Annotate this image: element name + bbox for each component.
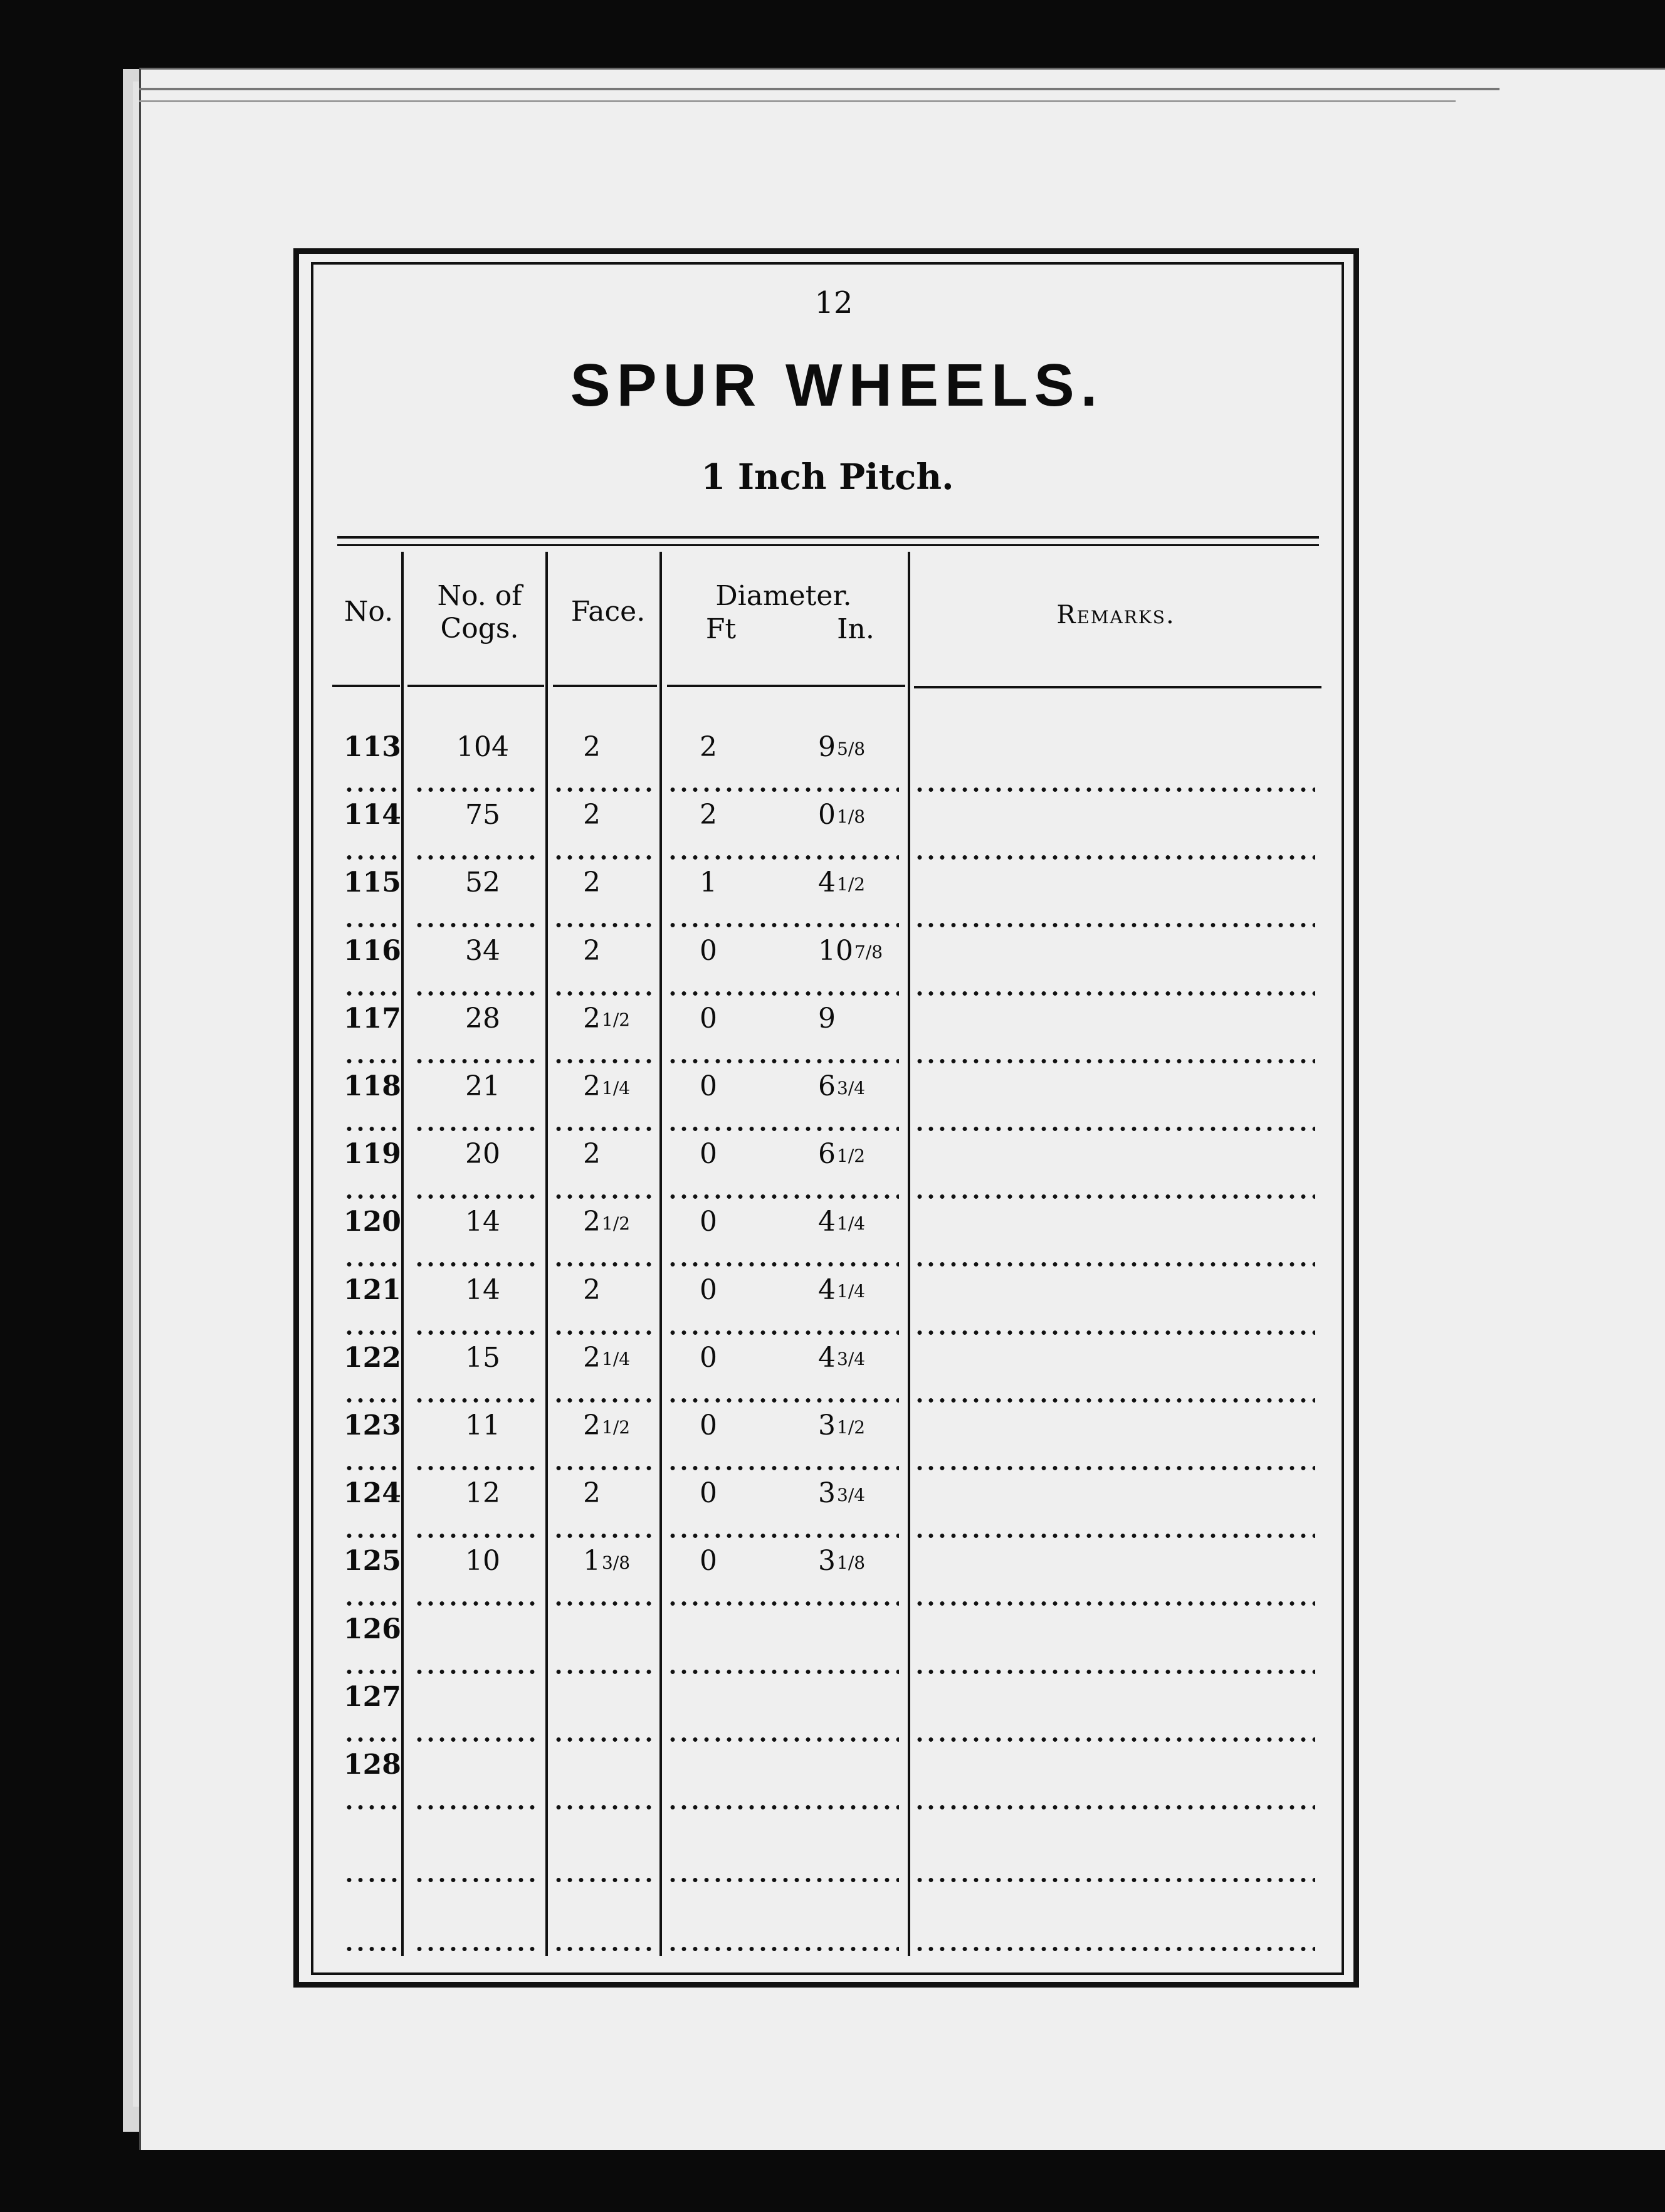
row-dotted-rule (414, 855, 539, 860)
header-diameter: Diameter. (715, 580, 852, 612)
row-diameter-ft: 0 (700, 934, 717, 967)
header-face: Face. (570, 596, 646, 628)
row-in-whole: 4 (818, 1341, 836, 1374)
row-face-fraction: 1/2 (602, 1416, 631, 1438)
row-dotted-rule (667, 1330, 899, 1335)
row-diameter-ft: 0 (700, 1341, 717, 1374)
row-dotted-rule (667, 1601, 899, 1606)
row-number: 116 (344, 934, 401, 967)
row-dotted-rule (667, 1398, 899, 1403)
page-number: 12 (814, 285, 853, 320)
row-dotted-rule (914, 1466, 1315, 1470)
row-dotted-rule (667, 787, 899, 792)
row-dotted-rule (553, 1127, 653, 1131)
row-number: 128 (344, 1749, 401, 1781)
row-diameter-ft: 0 (700, 1545, 717, 1577)
row-dotted-rule (414, 1947, 539, 1951)
row-diameter-ft: 1 (700, 866, 717, 899)
column-rule (659, 552, 662, 1956)
row-face (583, 1343, 646, 1373)
row-cogs: 20 (465, 1138, 500, 1171)
row-dotted-rule (414, 1059, 539, 1063)
row-dotted-rule (344, 1947, 399, 1951)
row-in-whole: 0 (818, 799, 836, 831)
page-top-edge (139, 88, 1500, 90)
row-dotted-rule (414, 1194, 539, 1199)
row-face-whole: 2 (583, 1273, 601, 1306)
row-dotted-rule (553, 1805, 653, 1809)
row-diameter-ft: 0 (700, 1138, 717, 1171)
row-dotted-rule (914, 1737, 1315, 1742)
column-rule (908, 552, 910, 1956)
row-face (583, 1411, 646, 1441)
row-diameter-in (818, 1343, 906, 1373)
row-dotted-rule (414, 1330, 539, 1335)
row-in-fraction: 1/4 (837, 1213, 866, 1234)
row-in-fraction: 3/4 (837, 1349, 866, 1370)
row-number: 123 (344, 1409, 401, 1441)
header-cogs-line2: Cogs. (440, 613, 519, 645)
row-face-whole: 2 (583, 1409, 601, 1441)
row-dotted-rule (914, 855, 1315, 860)
header-underline (914, 686, 1321, 688)
header-rule (337, 536, 1319, 539)
row-dotted-rule (914, 1947, 1315, 1951)
row-in-whole: 6 (818, 1138, 836, 1171)
row-face-whole: 2 (583, 1138, 601, 1171)
row-dotted-rule (344, 855, 399, 860)
row-diameter-ft: 2 (700, 799, 717, 831)
row-dotted-rule (344, 923, 399, 927)
row-dotted-rule (344, 1466, 399, 1470)
row-dotted-rule (914, 1670, 1315, 1674)
row-dotted-rule (344, 787, 399, 792)
row-dotted-rule (414, 1398, 539, 1403)
header-remarks: Remarks. (1056, 601, 1175, 629)
row-dotted-rule (414, 1534, 539, 1538)
row-dotted-rule (914, 1059, 1315, 1063)
header-underline (332, 685, 400, 687)
row-dotted-rule (667, 1127, 899, 1131)
row-dotted-rule (553, 1398, 653, 1403)
row-in-fraction: 1/4 (837, 1281, 866, 1302)
row-face-whole: 1 (583, 1545, 601, 1577)
row-face-fraction: 1/4 (602, 1349, 631, 1370)
row-number: 113 (344, 731, 401, 763)
row-cogs: 75 (465, 799, 500, 831)
row-in-whole: 4 (818, 1273, 836, 1306)
row-cogs: 34 (465, 934, 500, 967)
row-face-whole: 2 (583, 799, 601, 831)
row-diameter-in (818, 1275, 906, 1305)
row-face (583, 1004, 646, 1034)
row-number: 124 (344, 1477, 401, 1510)
row-dotted-rule (914, 1398, 1315, 1403)
row-diameter-in (818, 1139, 906, 1169)
row-dotted-rule (553, 923, 653, 927)
row-face-whole: 2 (583, 934, 601, 967)
row-dotted-rule (914, 1127, 1315, 1131)
row-face-fraction: 1/2 (602, 1009, 631, 1031)
row-dotted-rule (667, 923, 899, 927)
row-in-whole: 6 (818, 1070, 836, 1102)
row-dotted-rule (344, 1194, 399, 1199)
row-face (583, 1546, 646, 1576)
row-in-whole: 10 (818, 934, 853, 967)
row-in-fraction: 1/8 (837, 1552, 866, 1573)
row-dotted-rule (414, 1262, 539, 1267)
header-in: In. (837, 613, 875, 645)
row-number: 117 (344, 1002, 401, 1035)
row-dotted-rule (553, 787, 653, 792)
row-dotted-rule (414, 1670, 539, 1674)
page-subtitle: 1 Inch Pitch. (701, 456, 954, 498)
row-face (583, 868, 646, 898)
row-dotted-rule (414, 1805, 539, 1809)
row-dotted-rule (553, 1262, 653, 1267)
row-diameter-in (818, 1411, 906, 1441)
row-dotted-rule (914, 1805, 1315, 1809)
row-in-whole: 3 (818, 1477, 836, 1510)
row-dotted-rule (667, 1878, 899, 1882)
row-face (583, 1072, 646, 1102)
row-dotted-rule (344, 1601, 399, 1606)
row-dotted-rule (344, 1805, 399, 1809)
header-no: No. (344, 596, 394, 628)
row-cogs: 11 (465, 1409, 500, 1441)
row-dotted-rule (553, 1330, 653, 1335)
row-cogs: 52 (465, 866, 500, 899)
row-dotted-rule (553, 855, 653, 860)
row-in-whole: 9 (818, 1002, 836, 1035)
row-face (583, 1478, 646, 1509)
header-underline (407, 685, 544, 687)
row-face-whole: 2 (583, 1070, 601, 1102)
row-dotted-rule (344, 1262, 399, 1267)
row-diameter-in (818, 936, 906, 966)
row-dotted-rule (553, 1878, 653, 1882)
row-cogs: 12 (465, 1477, 500, 1510)
row-dotted-rule (553, 1059, 653, 1063)
row-number: 118 (344, 1070, 401, 1102)
row-dotted-rule (344, 1398, 399, 1403)
row-dotted-rule (667, 1466, 899, 1470)
row-in-whole: 3 (818, 1545, 836, 1577)
row-diameter-in (818, 1004, 906, 1034)
row-cogs: 28 (465, 1002, 500, 1035)
row-dotted-rule (914, 1601, 1315, 1606)
row-number: 119 (344, 1138, 401, 1171)
row-face-whole: 2 (583, 1002, 601, 1035)
row-dotted-rule (667, 1534, 899, 1538)
row-number: 120 (344, 1206, 401, 1238)
page-top-edge (139, 100, 1456, 102)
row-dotted-rule (914, 923, 1315, 927)
row-in-whole: 3 (818, 1409, 836, 1441)
header-rule (337, 544, 1319, 546)
header-cogs-line1: No. of (437, 580, 522, 612)
row-number: 121 (344, 1273, 401, 1306)
row-in-fraction: 3/4 (837, 1484, 866, 1505)
row-in-fraction: 3/4 (837, 1077, 866, 1098)
row-diameter-ft: 0 (700, 1477, 717, 1510)
row-dotted-rule (914, 1330, 1315, 1335)
row-dotted-rule (414, 1601, 539, 1606)
row-number: 127 (344, 1680, 401, 1713)
row-number: 114 (344, 799, 401, 831)
row-diameter-in (818, 1072, 906, 1102)
row-in-fraction: 1/2 (837, 1145, 866, 1166)
column-rule (401, 552, 404, 1956)
row-face-fraction: 1/4 (602, 1077, 631, 1098)
row-dotted-rule (553, 1194, 653, 1199)
row-dotted-rule (414, 923, 539, 927)
row-dotted-rule (553, 991, 653, 996)
row-dotted-rule (553, 1534, 653, 1538)
row-dotted-rule (344, 991, 399, 996)
row-diameter-in (818, 732, 906, 762)
row-dotted-rule (667, 1805, 899, 1809)
row-dotted-rule (344, 1059, 399, 1063)
row-number: 125 (344, 1545, 401, 1577)
row-dotted-rule (667, 1194, 899, 1199)
row-dotted-rule (553, 1466, 653, 1470)
row-number: 122 (344, 1341, 401, 1374)
row-dotted-rule (344, 1330, 399, 1335)
row-dotted-rule (414, 1878, 539, 1882)
row-diameter-ft: 0 (700, 1070, 717, 1102)
row-dotted-rule (667, 1737, 899, 1742)
row-face-fraction: 1/2 (602, 1213, 631, 1234)
row-in-fraction: 1/2 (837, 1416, 866, 1438)
row-diameter-in (818, 1546, 906, 1576)
row-cogs: 104 (456, 731, 509, 763)
row-dotted-rule (667, 1262, 899, 1267)
row-dotted-rule (667, 1059, 899, 1063)
row-cogs: 10 (465, 1545, 500, 1577)
row-dotted-rule (914, 1194, 1315, 1199)
row-dotted-rule (553, 1670, 653, 1674)
row-face (583, 1139, 646, 1169)
row-diameter-ft: 0 (700, 1273, 717, 1306)
row-dotted-rule (914, 991, 1315, 996)
row-dotted-rule (553, 1601, 653, 1606)
row-dotted-rule (344, 1534, 399, 1538)
row-in-whole: 4 (818, 866, 836, 899)
row-in-fraction: 1/8 (837, 806, 866, 827)
row-face-whole: 2 (583, 866, 601, 899)
row-cogs: 14 (465, 1273, 500, 1306)
row-dotted-rule (344, 1878, 399, 1882)
row-diameter-ft: 2 (700, 731, 717, 763)
header-underline (553, 685, 657, 687)
row-face (583, 732, 646, 762)
row-face (583, 1275, 646, 1305)
row-diameter-ft: 0 (700, 1002, 717, 1035)
row-face-fraction: 3/8 (602, 1552, 631, 1573)
row-in-fraction: 5/8 (837, 738, 866, 759)
row-in-fraction: 1/2 (837, 873, 866, 895)
row-cogs: 14 (465, 1206, 500, 1238)
row-diameter-in (818, 800, 906, 830)
row-face-whole: 2 (583, 731, 601, 763)
row-dotted-rule (414, 787, 539, 792)
header-cogs (407, 580, 552, 645)
row-dotted-rule (667, 991, 899, 996)
page-title: SPUR WHEELS. (570, 352, 1104, 419)
row-cogs: 21 (465, 1070, 500, 1102)
row-dotted-rule (414, 1127, 539, 1131)
row-in-whole: 9 (818, 731, 836, 763)
row-face (583, 1207, 646, 1237)
row-diameter-ft: 0 (700, 1409, 717, 1441)
row-dotted-rule (414, 991, 539, 996)
row-diameter-ft: 0 (700, 1206, 717, 1238)
row-diameter-in (818, 1478, 906, 1509)
row-diameter-in (818, 1207, 906, 1237)
row-dotted-rule (667, 855, 899, 860)
header-underline (667, 685, 905, 687)
row-dotted-rule (667, 1670, 899, 1674)
row-face-whole: 2 (583, 1206, 601, 1238)
row-face-whole: 2 (583, 1477, 601, 1510)
row-face (583, 800, 646, 830)
inner-frame (311, 262, 1344, 1975)
row-dotted-rule (344, 1737, 399, 1742)
row-dotted-rule (914, 787, 1315, 792)
row-number: 115 (344, 866, 401, 899)
row-face (583, 936, 646, 966)
row-dotted-rule (344, 1127, 399, 1131)
row-dotted-rule (914, 1534, 1315, 1538)
row-in-whole: 4 (818, 1206, 836, 1238)
column-rule (545, 552, 548, 1956)
row-cogs: 15 (465, 1341, 500, 1374)
row-dotted-rule (414, 1737, 539, 1742)
row-number: 126 (344, 1613, 401, 1645)
row-diameter-in (818, 868, 906, 898)
row-dotted-rule (914, 1262, 1315, 1267)
row-face-whole: 2 (583, 1341, 601, 1374)
row-dotted-rule (553, 1947, 653, 1951)
row-in-fraction: 7/8 (854, 942, 883, 963)
row-dotted-rule (667, 1947, 899, 1951)
header-ft: Ft (705, 613, 737, 645)
row-dotted-rule (414, 1466, 539, 1470)
row-dotted-rule (914, 1878, 1315, 1882)
row-dotted-rule (344, 1670, 399, 1674)
row-dotted-rule (553, 1737, 653, 1742)
